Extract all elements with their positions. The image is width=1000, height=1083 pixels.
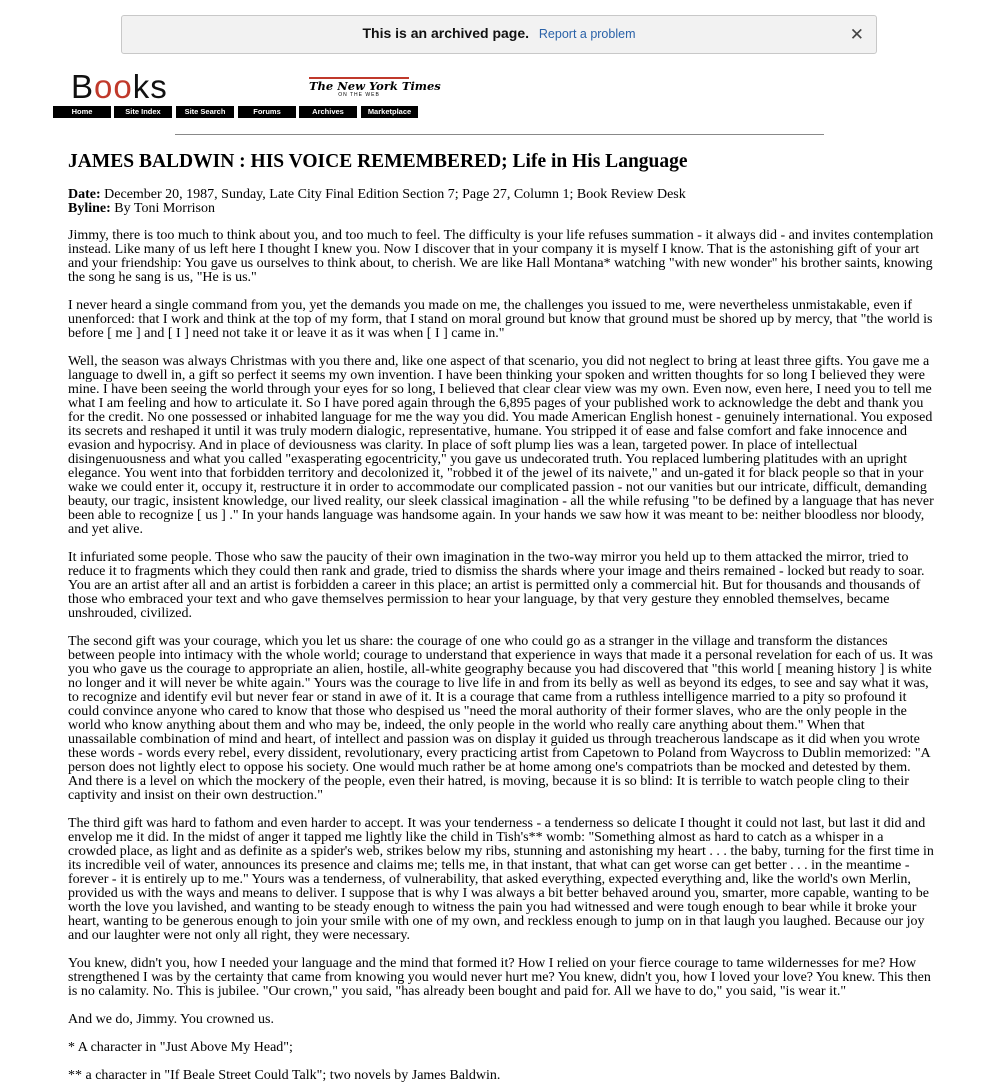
nyt-logo-title: The New York Times	[309, 79, 441, 93]
books-logo-ks: ks	[132, 68, 168, 105]
close-icon[interactable]: ✕	[849, 25, 864, 45]
article-paragraph: I never heard a single command from you, yet the demands you made on me, the challenges you issued to me, were nevertheless unmistakable, even if unenforced: that I work and think at the top of my form, that I stand on moral ground but know that ground must be shored up by mercy, that "the world is before [ me ] and [ I ] need not take it or leave it as it was when [ I ] came in."	[68, 298, 933, 341]
article	[68, 150, 934, 1083]
date-value: December 20, 1987, Sunday, Late City Final Edition Section 7; Page 27, Column 1; Book Review Desk	[104, 187, 686, 202]
nav-forums-button[interactable]: Forums	[238, 106, 296, 118]
archive-notice: This is an archived page.	[362, 25, 530, 41]
nav-home-button[interactable]: Home	[53, 106, 111, 118]
date-label: Date:	[68, 187, 101, 202]
article-paragraph: The third gift was hard to fathom and even harder to accept. It was your tenderness - a tenderness so delicate I thought it could not last, but last it did and envelop me it did. In the midst of anger it tapped me lightly like the child in Tish's** womb: "Something almost as hard to catch as a whisper in a crowded place, as light and as definite as a spider's web, strikes below my ribs, stunning and astonishing my heart . . . the baby, turning for the first time in its incredible veil of water, announces its presence and claims me; tells me, in that instant, that what can get worse can get better . . . in the meantime - forever - it is entirely up to me." Yours was a tenderness, of vulnerability, that asked everything, expected everything and, like the world's own Merlin, provided us with the ways and means to deliver. I suppose that is why I was always a bit better behaved around you, smarter, more capable, wanting to be worth the love you lavished, and wanting to be steady enough to witness the pain you had witnessed and were tough enough to bear while it broke your heart, wanting to be generous enough to join your smile with one of my own, and reckless enough to jump on in that laugh you laughed. Because our joy and our laughter were not only all right, they were necessary.	[68, 816, 934, 943]
archive-banner	[121, 15, 877, 54]
report-problem-link[interactable]: Report a problem	[538, 27, 636, 41]
byline-line	[68, 202, 934, 216]
footnote: ** a character in "If Beale Street Could Talk"; two novels by James Baldwin.	[68, 1068, 501, 1083]
nyt-logo-subtitle: ON THE WEB	[338, 92, 380, 98]
footnote: * A character in "Just Above My Head";	[68, 1040, 293, 1055]
books-logo-b: B	[71, 68, 95, 105]
article-paragraph: Jimmy, there is too much to think about you, and too much to feel. The difficulty is your life refuses summation - it always did - and invites contemplation instead. Like many of us left here I thought I knew you. Now I discover that in your company it is myself I know. That is the astonishing gift of your art and your friendship: You gave us ourselves to think about, to cherish. We are like Hall Montana* watching "with new wonder" his brother saints, knowing the song he sang is us, "He is us."	[68, 228, 934, 285]
article-paragraph: It infuriated some people. Those who saw the paucity of their own imagination in the two-way mirror you held up to them attacked the mirror, tried to reduce it to fragments which they could then rank and grade, tried to dismiss the shards where your image and theirs remained - locked but ready to soar. You are an artist after all and an artist is forbidden a career in this place; an artist is permitted only a commercial hit. But for thousands and thousands of those who embraced your text and who gave themselves permission to hear your language, by that very gesture they ennobled themselves, became unshrouded, civilized.	[68, 550, 925, 621]
article-paragraph: The second gift was your courage, which you let us share: the courage of one who could go as a stranger in the village and transform the distances between people into intimacy with the whole world; courage to understand that experience in ways that made it a personal revelation for each of us. It was you who gave us the courage to appropriate an alien, hostile, all-white geography because you had discovered that "this world [ meaning history ] is white no longer and it will never be white again." Yours was the courage to live life in and from its belly as well as beyond its edges, to see and say what it was, to recognize and identify evil but never fear or stand in awe of it. It is a courage that came from a ruthless intelligence married to a pity so profound it could convince anyone who cared to know that those who despised us "need the moral authority of their former slaves, who are the only people in the world who know anything about them and who may be, indeed, the only people in the world who really care anything about them." When that unassailable combination of mind and heart, of intellect and passion was on display it guided us through treacherous landscape as it did when you wrote these words - words every rebel, every dissident, revolutionary, every practicing artist from Capetown to Poland from Waycross to Dublin memorized: "A person does not lightly elect to oppose his society. One would much rather be at home among one's compatriots than be mocked and detested by them. And there is a level on which the mockery of the people, even their hatred, is moving, because it is so blind: It is terrible to watch people cling to their captivity and insist on their own destruction."	[68, 634, 933, 803]
nav-marketplace-button[interactable]: Marketplace	[361, 106, 418, 118]
byline-value: By Toni Morrison	[114, 201, 215, 216]
article-meta	[68, 188, 934, 216]
banner-message-row	[122, 25, 876, 41]
nyt-logo[interactable]	[309, 77, 441, 98]
books-logo[interactable]	[71, 70, 168, 104]
nav-site-search-button[interactable]: Site Search	[176, 106, 234, 118]
article-paragraph: Well, the season was always Christmas with you there and, like one aspect of that scenario, you did not neglect to bring at least three gifts. You gave me a language to dwell in, a gift so perfect it seems my own invention. I have been thinking your spoken and written thoughts for so long I believed they were mine. I have been seeing the world through your eyes for so long, I believed that clear clear view was my own. Even now, even here, I need you to tell me what I am feeling and how to articulate it. So I have pored again through the 6,895 pages of your published work to acknowledge the debt and thank you for the credit. No one possessed or inhabited language for me the way you did. You made American English honest - genuinely international. You exposed its secrets and reshaped it until it was truly modern dialogic, representative, humane. You stripped it of ease and false comfort and fake innocence and evasion and hypocrisy. And in place of deviousness was clarity. In place of soft plump lies was a lean, targeted power. In place of intellectual disingenuousness and what you called "exasperating egocentricity," you gave us undecorated truth. You replaced lumbering platitudes with an upright elegance. You went into that forbidden territory and decolonized it, "robbed it of the jewel of its naivete," and un-gated it for black people so that in your wake we could enter it, occupy it, restructure it in order to accommodate our complicated passion - not our vanities but our intricate, difficult, demanding beauty, our tragic, insistent knowledge, our lived reality, our sleek classical imagination - all the while refusing "to be defined by a language that has never been able to recognize [ us ] ." In your hands language was handsome again. In your hands we saw how it was meant to be: neither bloodless nor bloody, and yet alive.	[68, 354, 934, 537]
byline-label: Byline:	[68, 201, 111, 216]
nav-archives-button[interactable]: Archives	[299, 106, 357, 118]
books-logo-o1: o	[94, 68, 114, 105]
article-headline: JAMES BALDWIN : HIS VOICE REMEMBERED; Life in His Language	[68, 151, 688, 172]
date-line	[68, 188, 934, 202]
nav-site-index-button[interactable]: Site Index	[114, 106, 172, 118]
header-divider	[175, 134, 824, 135]
article-paragraph: You knew, didn't you, how I needed your language and the mind that formed it? How I relied on your fierce courage to tame wildernesses for me? How strengthened I was by the certainty that came from knowing you would never hurt me? You knew, didn't you, how I loved your love? You knew. This then is no calamity. No. This is jubilee. "Our crown," you said, "has already been bought and paid for. All we have to do," you said, "is wear it."	[68, 956, 931, 999]
books-logo-o2: o	[113, 68, 133, 105]
article-paragraph: And we do, Jimmy. You crowned us.	[68, 1012, 274, 1027]
article-body	[68, 229, 934, 1083]
